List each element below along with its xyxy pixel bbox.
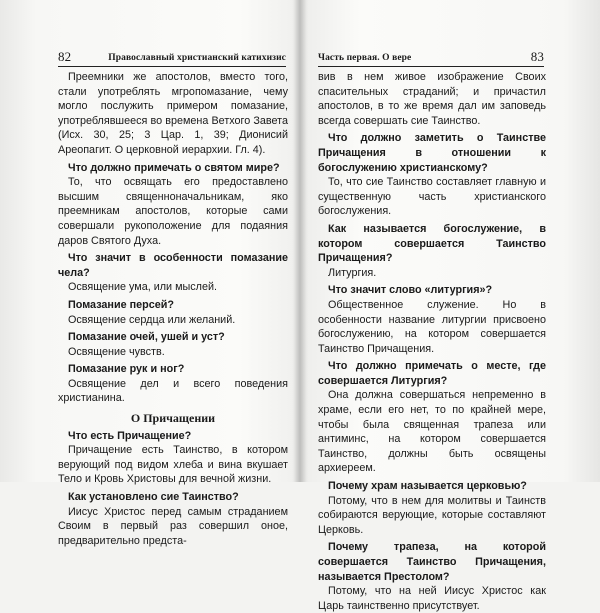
body-paragraph: Причащение есть Таинство, в котором верующий под видом хлеба и вина вкушает Тело и Кровь Христовы для вечной жизни. — [58, 444, 288, 486]
left-running-head: Православный христианский катихизис — [108, 53, 286, 63]
question-text: Что должно заметить о Таинстве Причащения в отношении к богослужению христианскому? — [318, 132, 546, 174]
question-text: Помазание рук и ног? — [68, 363, 185, 376]
question-text: Помазание очей, ушей и уст? — [68, 331, 225, 344]
left-page — [0, 0, 300, 547]
question-text: Что значит в особенности помазание чела? — [58, 252, 288, 279]
answer-text: Освящение дел и всего поведения христианина. — [58, 377, 288, 405]
continued-paragraph: вив в нем живое изображение Своих спасительных страданий; и причастил апостолов, в то же время дал им заповедь всегда совершать сие Таинство. — [318, 71, 546, 127]
section-heading: О Причащении — [130, 411, 216, 426]
question-text: Что должно примечать о святом мире? — [68, 161, 280, 174]
right-page — [300, 0, 600, 612]
left-page-header — [58, 44, 286, 67]
answer-text: Литургия. — [328, 266, 377, 279]
body-paragraph: То, что сие Таинство составляет главную и существенную часть христианского богослужения. — [318, 176, 546, 218]
question-text: Помазание персей? — [68, 298, 174, 311]
answer-text: Потому, что на ней Иисус Христос как Царь таинственно присутствует. — [318, 585, 546, 612]
question-text: Почему трапеза, на которой совершается Таинство Причащения, называется Престолом? — [318, 541, 546, 583]
body-paragraph: Она должна совершаться непременно в храме, если его нет, то по крайней мере, чтобы была священная трапеза или антиминс, на котором совершается Таинство, должны быть освящены архиереем. — [318, 389, 546, 475]
question-text: Что есть Причащение? — [68, 429, 192, 442]
body-paragraph: Иисус Христос перед самым страданием Своим в первый раз совершил оное, предварительно предста- — [58, 505, 288, 547]
question-text: Что должно примечать о месте, где совершается Литургия? — [318, 360, 546, 387]
left-page-number: 82 — [58, 49, 72, 64]
question-text: Почему храм называется церковью? — [328, 480, 527, 493]
question-text: Как называется богослужение, в котором совершается Таинство Причащения? — [318, 222, 546, 265]
answer-text: Потому, что в нем для молитвы и Таинств собираются верующие, которые составляют Церковь. — [318, 494, 546, 536]
answer-text: Освящение ума, или мыслей. — [68, 281, 218, 294]
answer-text: Освящение чувств. — [68, 345, 165, 358]
question-text: Как установлено сие Таинство? — [68, 491, 239, 504]
left-page-content — [58, 70, 288, 548]
question-text: Что значит слово «литургия»? — [328, 284, 493, 297]
body-paragraph: Общественное служение. Но в особенности название литургии присвоено богослужению, на котором совершается Таинство Причащения. — [318, 298, 546, 355]
right-running-head: Часть первая. О вере — [318, 53, 412, 63]
body-paragraph: Преемники же апостолов, вместо того, стали употреблять мгропомазание, чему могло послужить примером помазание, употреблявшееся во времена Ветхого Завета (Исх. 30, 25; 3 Цар. 1, 39; Дионисий Ареопагит. О церковной иерархии. Гл. 4). — [58, 71, 288, 156]
body-paragraph: То, что освящать его предоставлено высшим священноначальникам, яко преемникам апостолов, которые сами совершали рукоположение для подаяния даров Святого Духа. — [58, 176, 288, 247]
right-page-content — [318, 70, 546, 613]
right-page-header — [318, 44, 544, 67]
right-page-number: 83 — [530, 49, 544, 64]
answer-text: Освящение сердца или желаний. — [68, 313, 236, 326]
